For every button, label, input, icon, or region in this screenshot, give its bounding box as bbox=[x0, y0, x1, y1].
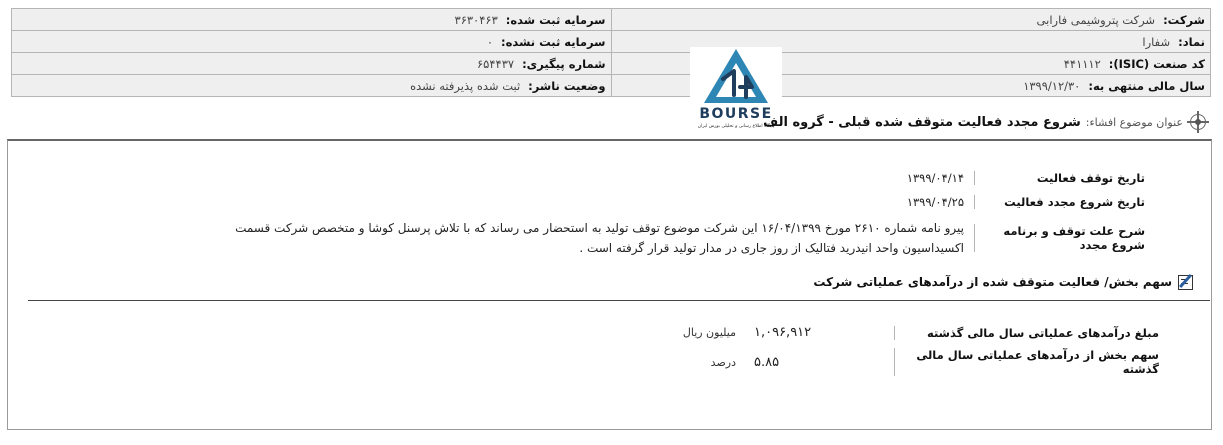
title-text: شروع مجدد فعالیت متوقف شده قبلی - گروه الف bbox=[763, 114, 1081, 130]
reg-capital-value: ۳۶۳۰۴۶۳ bbox=[454, 12, 498, 27]
logo-wordmark: BOURSE bbox=[699, 106, 773, 122]
restart-date-row bbox=[907, 195, 1145, 209]
share-section-heading bbox=[813, 273, 1196, 290]
reason-label: شرح علت توقف و برنامه شروع مجدد bbox=[974, 224, 1145, 252]
unreg-capital-cell bbox=[12, 31, 612, 53]
edit-note-icon bbox=[1176, 273, 1196, 290]
share-value: ۵.۸۵ bbox=[754, 354, 780, 370]
publisher-value: ثبت شده پذیرفته نشده bbox=[410, 78, 521, 93]
revenue-label: مبلغ درآمدهای عملیاتی سال مالی گذشته bbox=[894, 326, 1159, 340]
share-heading-text: سهم بخش/ فعالیت متوقف شده از درآمدهای عملیاتی شرکت bbox=[813, 274, 1172, 289]
share-label: سهم بخش از درآمدهای عملیاتی سال مالی گذشته bbox=[894, 348, 1159, 376]
share-unit: درصد bbox=[710, 355, 736, 369]
stop-date-row bbox=[907, 171, 1145, 185]
revenue-row bbox=[683, 325, 1159, 340]
section-divider bbox=[28, 300, 1210, 301]
symbol-label: نماد: bbox=[1178, 34, 1205, 49]
tracking-cell bbox=[12, 53, 612, 75]
reason-value: پیرو نامه شماره ۲۶۱۰ مورخ ۱۶/۰۴/۱۳۹۹ این شرکت موضوع توقف تولید به استحضار می رساند که با تلاش پرسنل کوشا و متخصص شرکت قسمت اکسیداسیون واحد انیدرید فتالیک از روز جاری در مدار تولید قرار گرفته است . bbox=[235, 221, 964, 255]
revenue-unit: میلیون ریال bbox=[682, 326, 736, 339]
logo-subtitle: پایگاه اطلاع رسانی و تحلیلی بورس ایران bbox=[697, 124, 775, 129]
publisher-label: وضعیت ناشر: bbox=[528, 78, 606, 93]
isic-value: ۴۴۱۱۱۲ bbox=[1063, 56, 1101, 71]
tracking-value: ۶۵۴۴۳۷ bbox=[477, 56, 515, 71]
stop-date-label: تاریخ توقف فعالیت bbox=[974, 171, 1145, 185]
revenue-value: ۱,۰۹۶,۹۱۲ bbox=[754, 325, 812, 340]
fiscal-value: ۱۳۹۹/۱۲/۳۰ bbox=[1023, 78, 1081, 93]
reg-capital-cell bbox=[12, 9, 612, 31]
share-row bbox=[711, 348, 1159, 376]
company-value: شرکت پتروشیمی فارابی bbox=[1036, 12, 1156, 27]
disclosure-title bbox=[763, 111, 1209, 133]
stop-date-value: ۱۳۹۹/۰۴/۱۴ bbox=[906, 171, 964, 185]
company-label: شرکت: bbox=[1163, 12, 1205, 27]
company-info-table bbox=[11, 8, 1211, 97]
reason-row bbox=[174, 218, 1145, 258]
isic-label: کد صنعت (ISIC): bbox=[1108, 56, 1205, 71]
target-icon bbox=[1187, 111, 1209, 133]
restart-date-label: تاریخ شروع مجدد فعالیت bbox=[974, 195, 1145, 209]
tracking-label: شماره پیگیری: bbox=[522, 56, 606, 71]
disclosure-content bbox=[7, 139, 1212, 430]
symbol-value: شفارا bbox=[1142, 34, 1171, 49]
bourse-logo-mark bbox=[690, 47, 782, 107]
title-prefix: عنوان موضوع افشاء: bbox=[1085, 115, 1183, 129]
reg-capital-label: سرمایه ثبت شده: bbox=[505, 12, 606, 27]
fiscal-label: سال مالی منتهی به: bbox=[1088, 78, 1205, 93]
unreg-capital-value: ۰ bbox=[486, 34, 494, 49]
company-cell bbox=[611, 9, 1211, 31]
publisher-cell bbox=[12, 75, 612, 97]
unreg-capital-label: سرمایه ثبت نشده: bbox=[501, 34, 606, 49]
restart-date-value: ۱۳۹۹/۰۴/۲۵ bbox=[906, 195, 964, 209]
